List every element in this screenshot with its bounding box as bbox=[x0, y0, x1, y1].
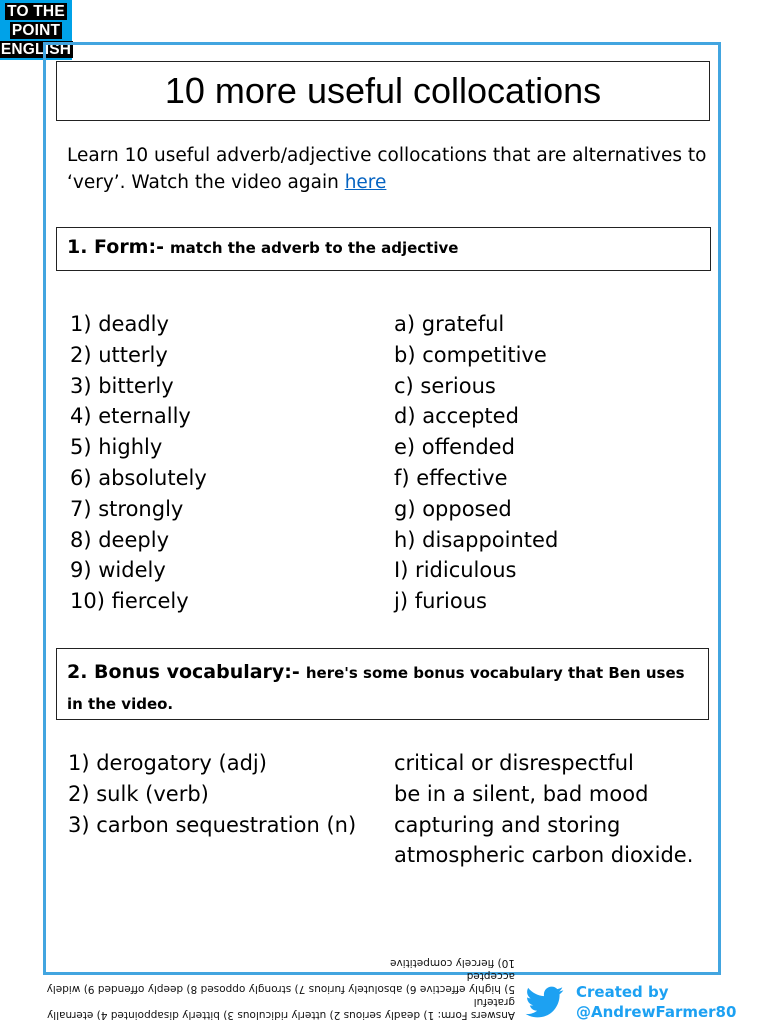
adjective-item: I) ridiculous bbox=[394, 558, 517, 583]
bonus-definition-item: critical or disrespectful bbox=[394, 751, 634, 775]
section-form-heading: 1. Form:- bbox=[67, 236, 164, 258]
logo-line-3: ENGLISH bbox=[0, 40, 72, 58]
video-link[interactable]: here bbox=[344, 172, 387, 193]
adjective-item: e) offended bbox=[394, 435, 515, 460]
credit-line-1: Created by bbox=[576, 983, 669, 1001]
adjective-list bbox=[394, 309, 558, 617]
intro-text bbox=[67, 142, 707, 196]
adverb-item: 10) fiercely bbox=[70, 589, 189, 614]
adverb-list bbox=[70, 309, 207, 617]
adjective-item: g) opposed bbox=[394, 496, 512, 521]
bonus-term-item: 1) derogatory (adj) bbox=[68, 751, 267, 775]
page-title: 10 more useful collocations bbox=[56, 61, 710, 121]
adjective-item: j) furious bbox=[394, 589, 487, 614]
adjective-item: b) competitive bbox=[394, 342, 547, 367]
adverb-item: 5) highly bbox=[70, 435, 163, 460]
bonus-term-item: 2) sulk (verb) bbox=[68, 781, 209, 806]
bonus-term-item: 3) carbon sequestration (n) bbox=[68, 812, 357, 837]
credit bbox=[576, 982, 736, 1022]
bonus-definition-list bbox=[394, 748, 693, 871]
twitter-bird-icon bbox=[523, 983, 567, 1021]
adverb-item: 4) eternally bbox=[70, 404, 191, 429]
adjective-item: f) effective bbox=[394, 465, 508, 490]
section-bonus-header bbox=[56, 648, 709, 720]
adverb-item: 8) deeply bbox=[70, 527, 169, 552]
section-bonus-heading: 2. Bonus vocabulary:- bbox=[67, 661, 300, 683]
adverb-item: 1) deadly bbox=[70, 312, 169, 336]
adverb-item: 3) bitterly bbox=[70, 373, 174, 398]
adverb-item: 9) widely bbox=[70, 558, 166, 583]
intro-sentence: Learn 10 useful adverb/adjective collocations that are alternatives to ‘very’. Watch the video again bbox=[67, 145, 707, 193]
section-bonus-instruction: here's some bonus vocabulary that Ben uses in the video. bbox=[67, 664, 685, 713]
adverb-item: 6) absolutely bbox=[70, 465, 207, 490]
answer-line-1: Answers Form: 1) deadly serious 2) utterly ridiculous 3) bitterly disappointed 4) eternally grateful bbox=[47, 996, 515, 1021]
section-form-header bbox=[56, 227, 711, 271]
bonus-term-list bbox=[68, 748, 356, 840]
answer-key bbox=[20, 957, 515, 1021]
bonus-definition-item: capturing and storing bbox=[394, 812, 621, 837]
adjective-item: c) serious bbox=[394, 373, 496, 398]
section-form-instruction: match the adverb to the adjective bbox=[170, 239, 459, 257]
bonus-definition-item: be in a silent, bad mood bbox=[394, 781, 649, 806]
adverb-item: 2) utterly bbox=[70, 342, 168, 367]
adverb-item: 7) strongly bbox=[70, 496, 184, 521]
credit-handle[interactable]: @AndrewFarmer80 bbox=[576, 1003, 737, 1021]
logo-line-1: TO THE bbox=[7, 2, 65, 20]
logo-line-2: POINT bbox=[11, 21, 61, 39]
adjective-item: h) disappointed bbox=[394, 527, 559, 552]
adjective-item: a) grateful bbox=[394, 312, 505, 336]
adjective-item: d) accepted bbox=[394, 404, 519, 429]
bonus-definition-item: atmospheric carbon dioxide. bbox=[394, 843, 694, 868]
answer-line-2: 5) highly effective 6) absolutely furious 7) strongly opposed 8) deeply offended 9) widely accepted bbox=[46, 970, 515, 995]
answer-line-3: 10) fiercely competitive bbox=[390, 957, 515, 969]
